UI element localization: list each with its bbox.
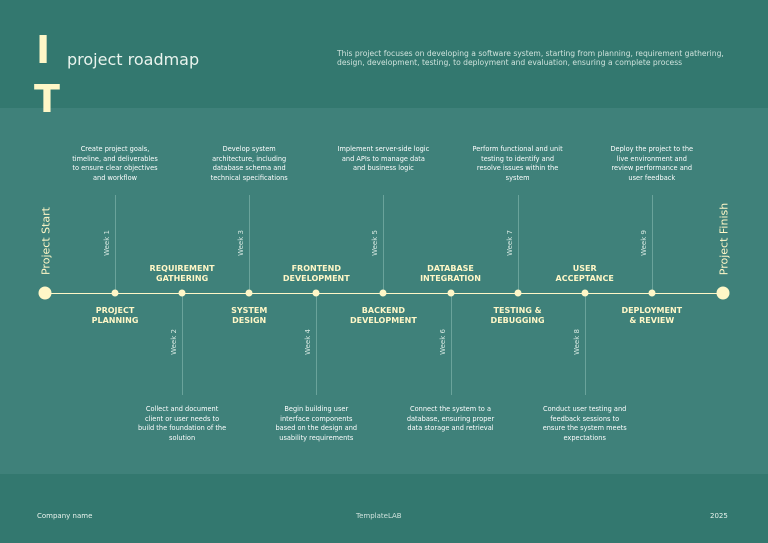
- milestone-phase-line: DEVELOPMENT: [349, 316, 417, 325]
- milestone-connector: [182, 293, 183, 395]
- milestone-phase-label: [132, 264, 232, 284]
- milestone-note: Develop system architecture, including database schema and technical specifications: [210, 145, 288, 182]
- milestone-week-label: Week 4: [304, 329, 313, 355]
- milestone-phase-line: USER: [572, 264, 597, 273]
- milestone-dot: [313, 290, 320, 297]
- footer-year: 2025: [710, 512, 728, 520]
- milestone-week-label: Week 6: [438, 329, 447, 355]
- milestone-week-label: Week 5: [371, 230, 380, 256]
- milestone-week-label: Week 9: [639, 230, 648, 256]
- milestone-connector: [249, 195, 250, 293]
- project-finish-label: Project Finish: [717, 202, 731, 276]
- logo-letter-i: I: [36, 28, 51, 72]
- milestone-phase-label: [468, 306, 568, 326]
- milestone-phase-line: DEBUGGING: [490, 316, 545, 325]
- milestone-week-label: Week 8: [572, 329, 581, 355]
- milestone-connector: [115, 195, 116, 293]
- milestone-phase-line: PROJECT: [95, 306, 135, 315]
- milestone-phase-line: SYSTEM: [231, 306, 268, 315]
- milestone-phase-line: & REVIEW: [629, 316, 675, 325]
- milestone-phase-label: [602, 306, 702, 326]
- milestone-phase-line: PLANNING: [91, 316, 139, 325]
- milestone-dot: [447, 290, 454, 297]
- milestone-phase-label: [401, 264, 501, 284]
- milestone-note: Collect and document client or user needs to build the foundation of the solution: [138, 405, 227, 442]
- milestone-week-label: Week 1: [103, 230, 111, 256]
- milestone-connector: [652, 195, 653, 293]
- milestone-dot: [581, 290, 588, 297]
- milestone-dot: [246, 290, 253, 297]
- finish-dot: [717, 287, 730, 300]
- milestone-phase-line: GATHERING: [156, 274, 209, 283]
- milestone-phase-label: [199, 306, 299, 326]
- milestone-connector: [383, 195, 384, 293]
- logo-letter-t: T: [34, 77, 60, 121]
- milestone-dot: [648, 290, 655, 297]
- milestone-dot: [179, 290, 186, 297]
- milestone-phase-label: [535, 264, 635, 284]
- milestone-phase-line: BACKEND: [361, 306, 405, 315]
- milestone-phase-label: [333, 306, 433, 326]
- milestone-note: Conduct user testing and feedback sessions to ensure the system meets expectations: [542, 405, 627, 442]
- footer-brand: TemplateLAB: [356, 512, 402, 520]
- milestone-note: Implement server-side logic and APIs to manage data and business logic: [337, 145, 430, 173]
- milestone-dot: [112, 290, 119, 297]
- milestone-phase-line: DESIGN: [232, 316, 267, 325]
- milestone-connector: [451, 293, 452, 395]
- footer-company: Company name: [37, 512, 93, 520]
- milestone-note: Connect the system to a database, ensuring proper data storage and retrieval: [406, 405, 495, 433]
- page-title: project roadmap: [67, 50, 200, 69]
- milestone-phase-line: REQUIREMENT: [149, 264, 215, 273]
- milestone-phase-line: FRONTEND: [291, 264, 341, 273]
- milestone-dot: [514, 290, 521, 297]
- milestone-note: Begin building user interface components based on the design and usability requirements: [275, 405, 358, 442]
- milestone-week-label: Week 3: [237, 230, 246, 256]
- milestone-phase-line: DEPLOYMENT: [621, 306, 683, 315]
- project-start-label: Project Start: [39, 206, 53, 276]
- milestone-phase-label: [65, 306, 165, 326]
- milestone-phase-line: INTEGRATION: [420, 274, 481, 283]
- start-dot: [39, 287, 52, 300]
- milestone-phase-line: TESTING &: [493, 306, 542, 315]
- milestone-week-label: Week 7: [505, 230, 514, 256]
- milestone-phase-line: DEVELOPMENT: [282, 274, 350, 283]
- milestone-connector: [518, 195, 519, 293]
- milestone-phase-label: [266, 264, 366, 284]
- footer-band: [0, 474, 768, 543]
- milestone-note: Perform functional and unit testing to identify and resolve issues within the system: [472, 145, 563, 182]
- milestone-note: Deploy the project to the live environment and review performance and user feedback: [610, 145, 694, 182]
- milestone-connector: [585, 293, 586, 395]
- milestone-phase-line: ACCEPTANCE: [555, 274, 614, 283]
- milestone-phase-line: DATABASE: [427, 264, 474, 273]
- milestone-connector: [316, 293, 317, 395]
- milestone-note: Create project goals, timeline, and deliverables to ensure clear objectives and workflow: [72, 145, 158, 182]
- milestone-week-label: Week 2: [170, 329, 179, 355]
- page-description: This project focuses on developing a software system, starting from planning, requirement gathering, design, development, testing, to deployment and evaluation, ensuring a complete process: [337, 49, 724, 67]
- milestone-dot: [380, 290, 387, 297]
